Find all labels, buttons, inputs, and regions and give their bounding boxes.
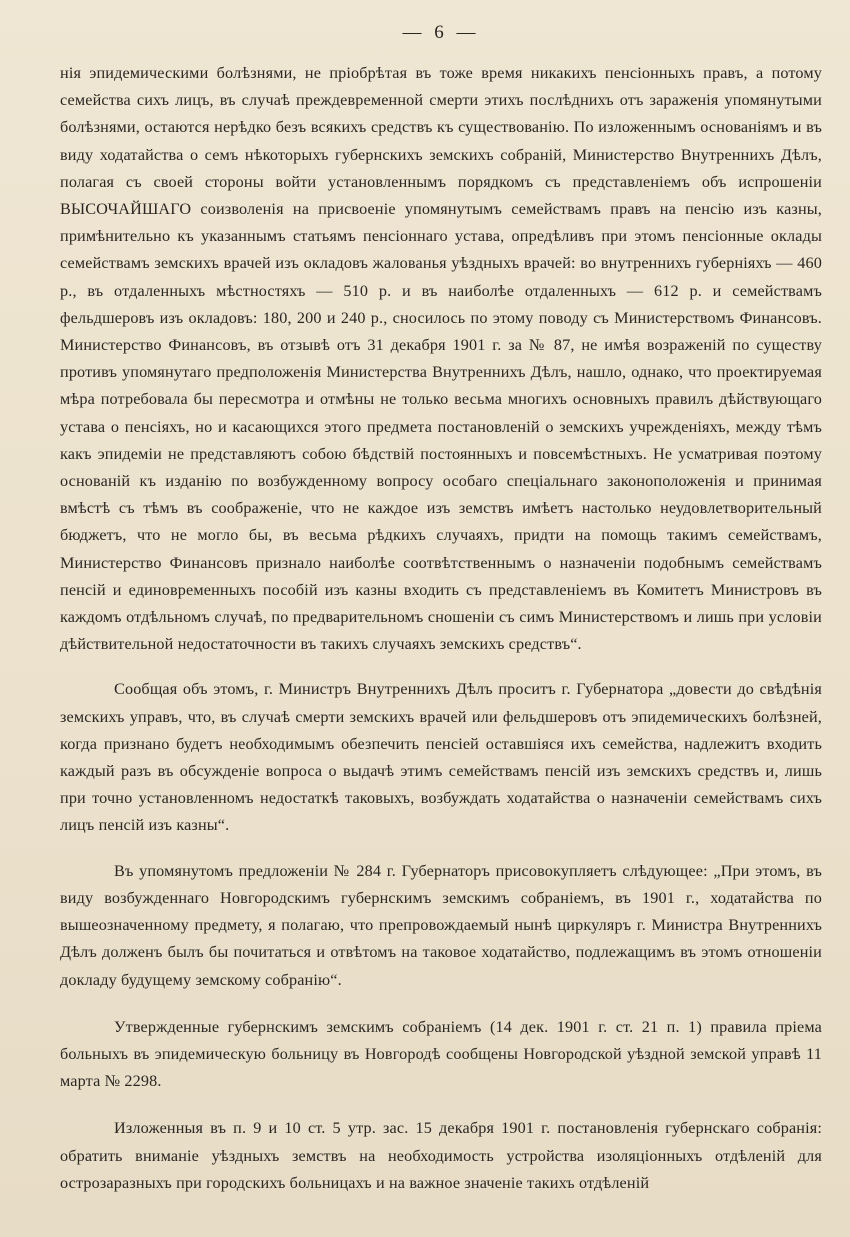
- paragraph-3: Въ упомянутомъ предложеніи № 284 г. Губернаторъ присовокупляетъ слѣдующее: „При этомъ, въ виду возбужденнаго Новгородскимъ губернскимъ земскимъ собраніемъ, въ 1901 г., ходатайства по вышеозначенному предмету, я полагаю, что препровождаемый нынѣ циркуляръ г. Министра Внутреннихъ Дѣлъ долженъ былъ бы почитаться и отвѣтомъ на таковое ходатайство, подлежащимъ въ этомъ отношеніи докладу будущему земскому собранію“.: [60, 861, 822, 989]
- paragraph-1: нія эпидемическими болѣзнями, не пріобрѣтая въ тоже время никакихъ пенсіонныхъ правъ, а потому семейства сихъ лицъ, въ случаѣ преждевременной смерти этихъ послѣднихъ отъ зараженія упомянутыми болѣзнями, остаются нерѣдко безъ всякихъ средствъ къ существованію. По изложеннымъ основаніямъ и въ виду ходатайства о семъ нѣкоторыхъ губернскихъ земскихъ собраній, Министерство Внутреннихъ Дѣлъ, полагая съ своей стороны войти установленнымъ порядкомъ съ представленіемъ объ испрошеніи ВЫСОЧАЙШАГО соизволенія на присвоеніе упомянутымъ семействамъ правъ на пенсію изъ казны, примѣнительно къ указаннымъ статьямъ пенсіоннаго устава, опредѣливъ при этомъ пенсіонные оклады семействамъ земскихъ врачей изъ окладовъ жалованья уѣздныхъ врачей: во внутреннихъ губерніяхъ — 460 р., въ отдаленныхъ мѣстностяхъ — 510 р. и въ наиболѣе отдаленныхъ — 612 р. и семействамъ фельдшеровъ изъ окладовъ: 180, 200 и 240 р., сносилось по этому поводу съ Министерствомъ Финансовъ. Министерство Финансовъ, въ отзывѣ отъ 31 декабря 1901 г. за № 87, не имѣя возраженій по существу противъ упомянутаго предположенія Министерства Внутреннихъ Дѣлъ, нашло, однако, что проектируемая мѣра потребовала бы пересмотра и отмѣны не только весьма многихъ основныхъ правилъ дѣйствующаго устава о пенсіяхъ, но и касающихся этого предмета постановленій о земскихъ учрежденіяхъ, между тѣмъ какъ эпидеміи не представляютъ собою бѣдствій постоянныхъ и повсемѣстныхъ. Не усматривая поэтому основаній къ изданію по возбужденному вопросу особаго спеціальнаго законоположенія и принимая вмѣстѣ съ тѣмъ въ соображеніе, что не каждое изъ земствъ имѣетъ настолько неудовлетворительный бюджетъ, что не могло бы, въ весьма рѣдкихъ случаяхъ, придти на помощь такимъ семействамъ, Министерство Финансовъ признало наиболѣе соотвѣтственнымъ о назначеніи подобнымъ семействамъ пенсій и единовременныхъ пособій изъ казны входить съ представленіемъ въ Комитетъ Министровъ въ каждомъ отдѣльномъ случаѣ, по предварительномъ сношеніи съ симъ Министерствомъ и лишь при условіи дѣйствительной недостаточности въ такихъ случаяхъ земскихъ средствъ“.: [60, 64, 822, 654]
- paragraph-5: Изложенныя въ п. 9 и 10 ст. 5 утр. зас. 15 декабря 1901 г. постановленія губернскаго собранія: обратить вниманіе уѣздныхъ земствъ на необходимость устройства изоляціонныхъ отдѣленій для острозаразныхъ при городскихъ больницахъ и на важное значеніе такихъ отдѣленій: [60, 1119, 822, 1192]
- paragraph-2: Сообщая объ этомъ, г. Министръ Внутреннихъ Дѣлъ проситъ г. Губернатора „довести до свѣдѣнія земскихъ управъ, что, въ случаѣ смерти земскихъ врачей или фельдшеровъ отъ эпидемическихъ болѣзней, когда признано будетъ необходимымъ обезпечить пенсіей оставшіяся ихъ семейства, надлежитъ входить каждый разъ въ обсужденіе вопроса о выдачѣ этимъ семействамъ пенсій изъ земскихъ средствъ и, лишь при точно установленномъ недостаткѣ таковыхъ, возбуждать ходатайства о назначеніи семействамъ сихъ лицъ пенсій изъ казны“.: [60, 680, 822, 835]
- paragraph-4: Утвержденные губернскимъ земскимъ собраніемъ (14 дек. 1901 г. ст. 21 п. 1) правила пріема больныхъ въ эпидемическую больницу въ Новгородѣ сообщены Новгородской уѣздной земской управѣ 11 марта № 2298.: [60, 1017, 822, 1091]
- page-number: — 6 —: [402, 22, 480, 43]
